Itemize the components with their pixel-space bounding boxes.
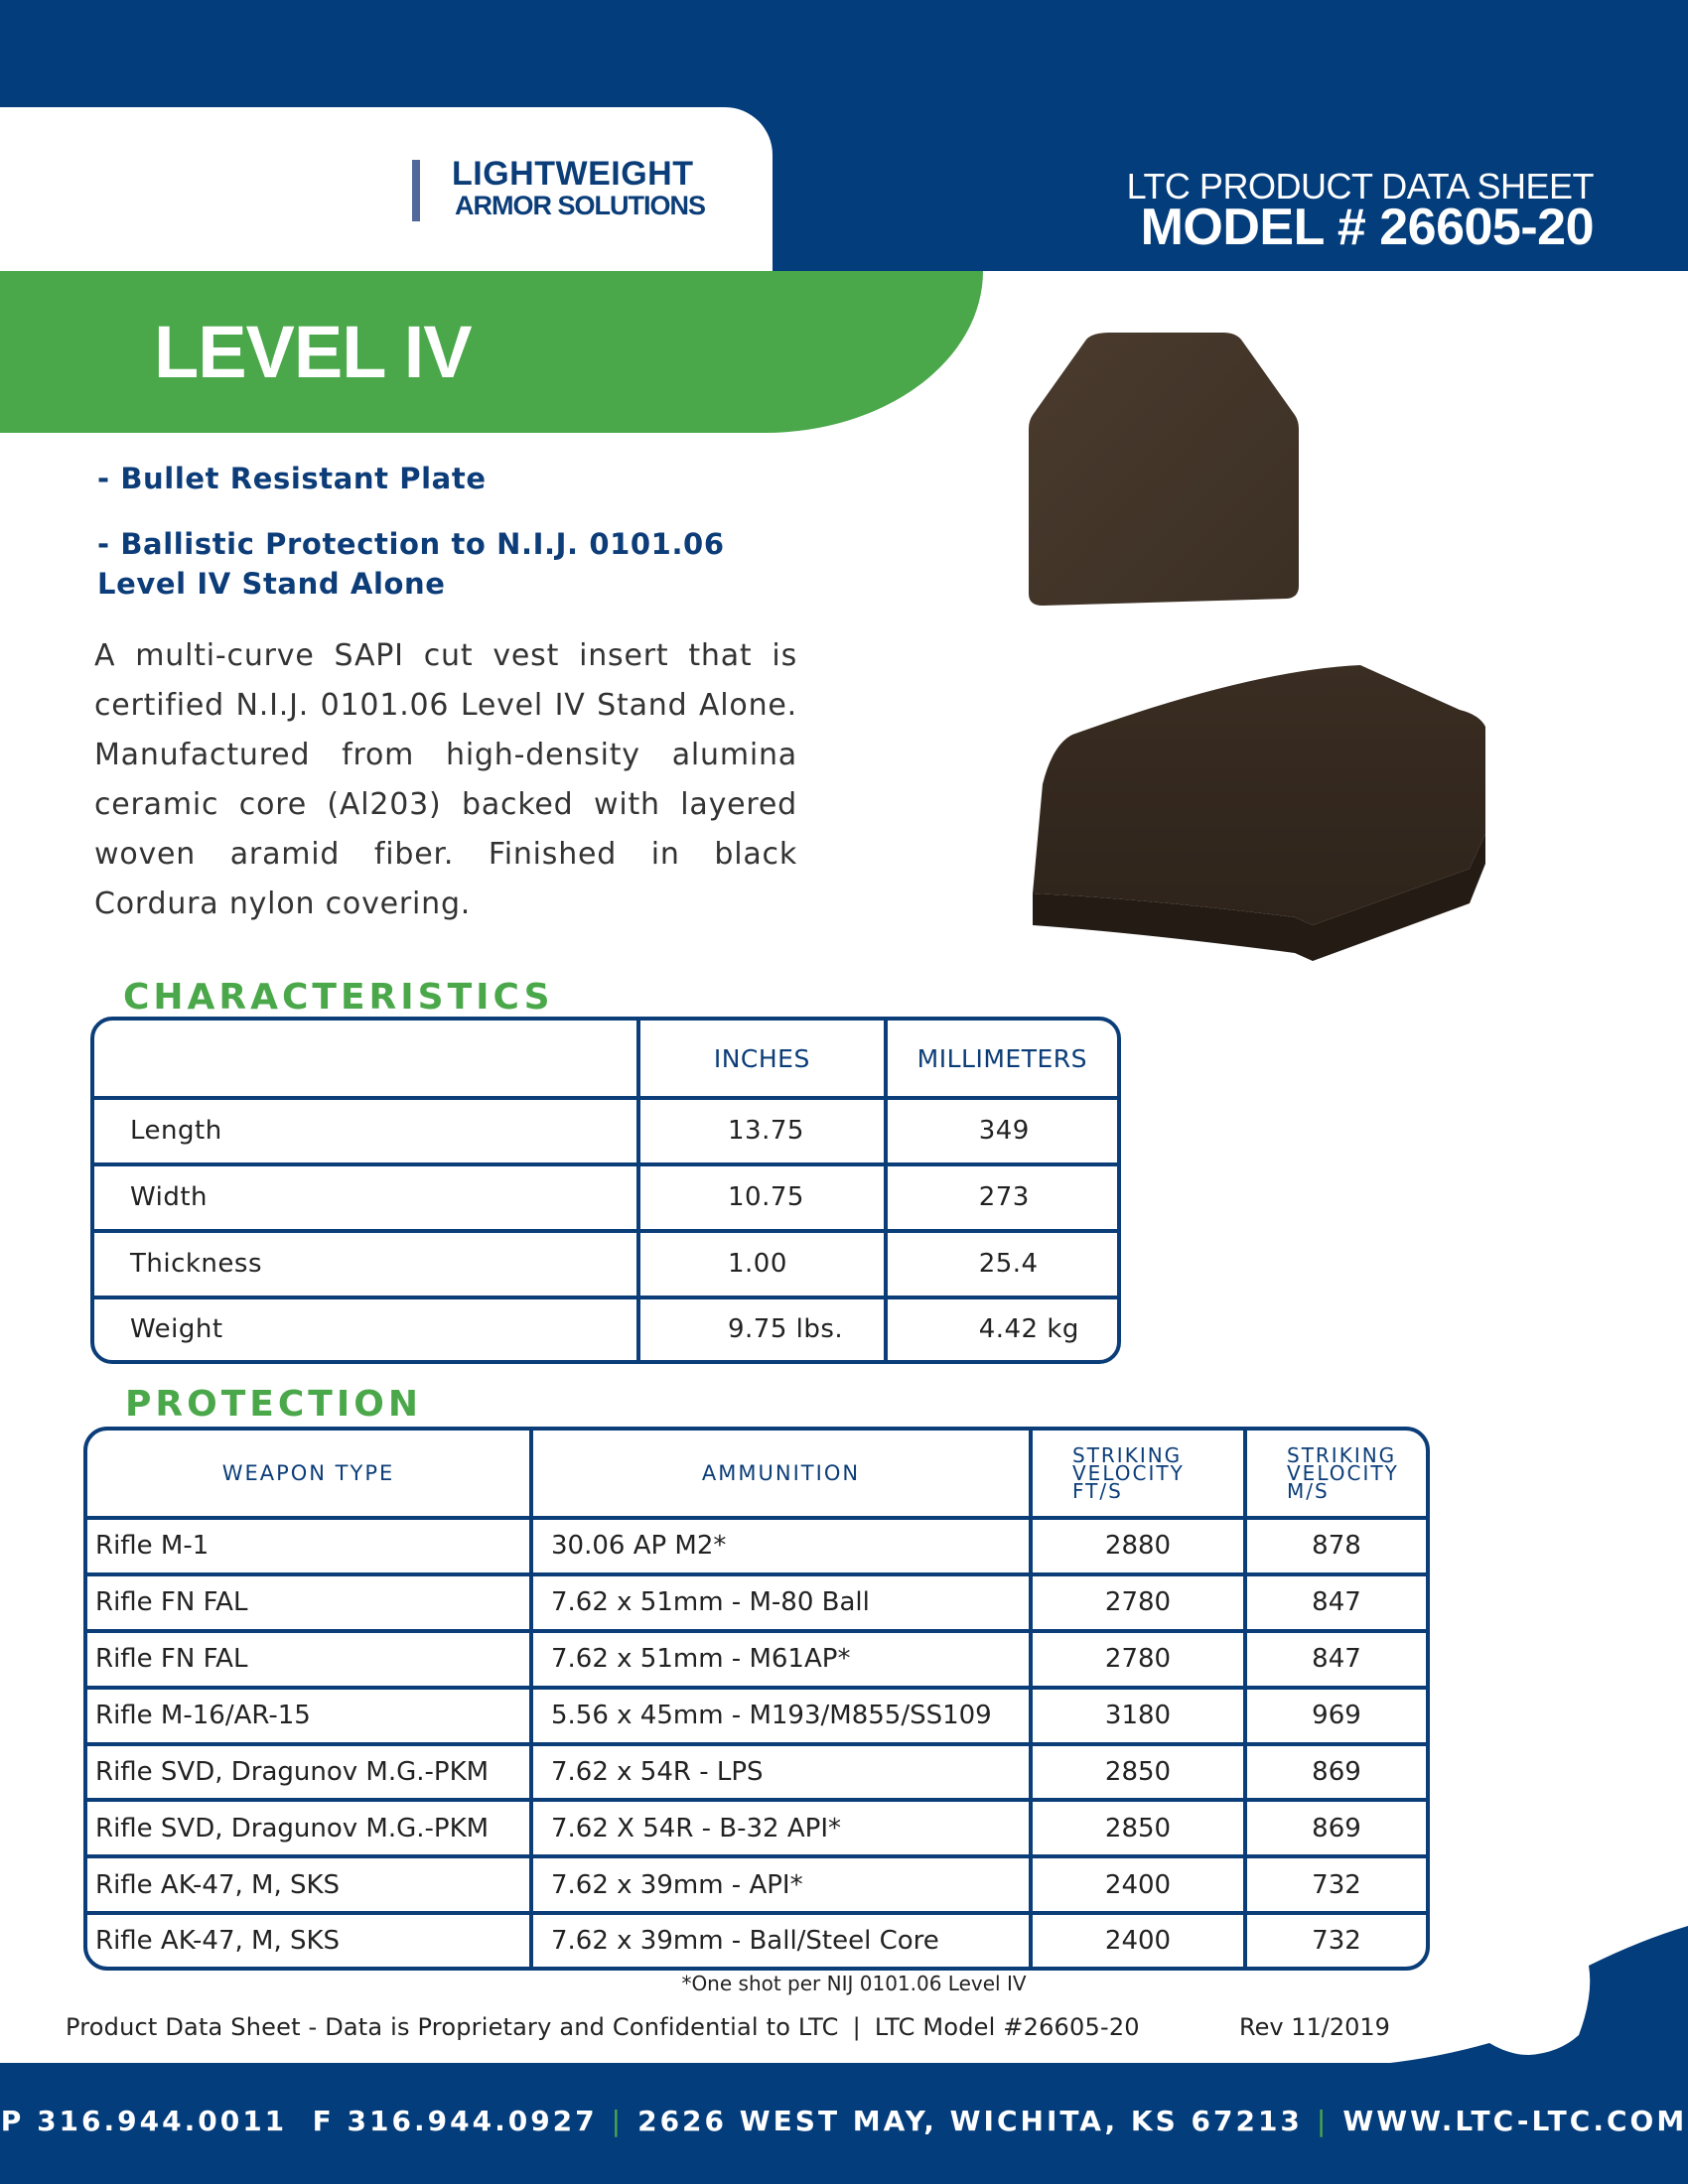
velocity-fts: 2780	[1031, 1574, 1245, 1631]
velocity-ms: 732	[1245, 1856, 1426, 1913]
velocity-ms: 878	[1245, 1518, 1426, 1574]
velocity-fts: 2850	[1031, 1744, 1245, 1801]
value-inches: 10.75	[638, 1164, 886, 1231]
header-line: STRIKING	[1287, 1443, 1397, 1467]
characteristics-table	[90, 1017, 1121, 1364]
table-footnote: *One shot per NIJ 0101.06 Level IV	[681, 1972, 1027, 1995]
ammunition: 7.62 x 39mm - Ball/Steel Core	[531, 1913, 1031, 1967]
column-header-velocity-ms	[1245, 1431, 1426, 1518]
column-header-label	[94, 1021, 638, 1098]
sheet-title: LTC PRODUCT DATA SHEET	[1126, 166, 1594, 206]
header-line: VELOCITY	[1072, 1461, 1185, 1485]
header-line: FT/S	[1072, 1479, 1123, 1503]
feature-bullet: - Bullet Resistant Plate	[97, 462, 487, 495]
protection-table	[83, 1427, 1430, 1971]
ammunition: 7.62 x 51mm - M-80 Ball	[531, 1574, 1031, 1631]
level-band	[0, 271, 983, 433]
velocity-ms: 869	[1245, 1800, 1426, 1856]
value-mm: 273	[886, 1164, 1117, 1231]
ammunition: 7.62 x 54R - LPS	[531, 1744, 1031, 1801]
confidentiality-notice: Product Data Sheet - Data is Proprietary and Confidential to LTC	[66, 2013, 839, 2041]
table-row	[87, 1913, 1426, 1967]
table-row	[87, 1518, 1426, 1574]
row-label: Length	[94, 1098, 638, 1164]
protection-level-title: LEVEL IV	[154, 311, 472, 393]
velocity-fts: 2880	[1031, 1518, 1245, 1574]
velocity-ms: 847	[1245, 1631, 1426, 1688]
weapon-type: Rifle AK-47, M, SKS	[87, 1856, 531, 1913]
weapon-type: Rifle SVD, Dragunov M.G.-PKM	[87, 1744, 531, 1801]
weapon-type: Rifle SVD, Dragunov M.G.-PKM	[87, 1800, 531, 1856]
value-mm: 4.42 kg	[886, 1297, 1117, 1360]
velocity-ms: 847	[1245, 1574, 1426, 1631]
address: 2626 WEST MAY, WICHITA, KS 67213	[637, 2105, 1303, 2137]
velocity-fts: 2400	[1031, 1856, 1245, 1913]
weapon-type: Rifle M-1	[87, 1518, 531, 1574]
velocity-ms: 969	[1245, 1688, 1426, 1744]
feature-bullet: - Ballistic Protection to N.I.J. 0101.06 Level IV Stand Alone	[97, 527, 725, 601]
characteristics-heading: CHARACTERISTICS	[123, 977, 554, 1018]
separator: |	[1316, 2105, 1330, 2137]
row-label: Width	[94, 1164, 638, 1231]
logo-text-primary: LIGHTWEIGHT	[452, 155, 694, 193]
website-link[interactable]: WWW.LTC-LTC.COM	[1342, 2105, 1688, 2137]
table-row	[87, 1744, 1426, 1801]
value-inches: 1.00	[638, 1231, 886, 1297]
logo-divider	[412, 160, 420, 221]
table-row	[87, 1688, 1426, 1744]
velocity-ms: 732	[1245, 1913, 1426, 1967]
column-header-millimeters: MILLIMETERS	[886, 1021, 1117, 1098]
ammunition: 7.62 x 51mm - M61AP*	[531, 1631, 1031, 1688]
velocity-ms: 869	[1245, 1744, 1426, 1801]
weapon-type: Rifle FN FAL	[87, 1574, 531, 1631]
model-number: MODEL # 26605-20	[1140, 199, 1594, 256]
product-description: A multi-curve SAPI cut vest insert that is certified N.I.J. 0101.06 Level IV Stand Alone. Manufactured from high-density alumina ceramic core (Al203) backed with layered woven aramid fiber. Finished in black Cordura nylon covering.	[94, 638, 797, 921]
value-inches: 9.75 lbs.	[638, 1297, 886, 1360]
protection-heading: PROTECTION	[125, 1384, 422, 1425]
column-header-velocity-fts	[1031, 1431, 1245, 1518]
column-header-inches: INCHES	[638, 1021, 886, 1098]
header-line: STRIKING	[1072, 1443, 1183, 1467]
table-row	[94, 1297, 1117, 1360]
table-row	[94, 1231, 1117, 1297]
table-row	[87, 1574, 1426, 1631]
weapon-type: Rifle AK-47, M, SKS	[87, 1913, 531, 1967]
contact-bar	[0, 2105, 1688, 2137]
velocity-fts: 2850	[1031, 1800, 1245, 1856]
column-header-ammunition: AMMUNITION	[531, 1431, 1031, 1518]
table-row	[94, 1164, 1117, 1231]
row-label: Weight	[94, 1297, 638, 1360]
value-inches: 13.75	[638, 1098, 886, 1164]
table-row	[87, 1631, 1426, 1688]
product-image	[1003, 318, 1589, 1013]
weapon-type: Rifle FN FAL	[87, 1631, 531, 1688]
table-header-row	[87, 1431, 1426, 1518]
logo-text-secondary: ARMOR SOLUTIONS	[455, 191, 705, 220]
header-line: M/S	[1287, 1479, 1330, 1503]
separator: |	[611, 2105, 625, 2137]
table-row	[87, 1856, 1426, 1913]
row-label: Thickness	[94, 1231, 638, 1297]
weapon-type: Rifle M-16/AR-15	[87, 1688, 531, 1744]
velocity-fts: 2780	[1031, 1631, 1245, 1688]
velocity-fts: 2400	[1031, 1913, 1245, 1967]
footer-model: LTC Model #26605-20	[874, 2013, 1140, 2041]
decorative-wave	[1370, 1926, 1688, 2085]
table-header-row	[94, 1021, 1117, 1098]
revision-date: Rev 11/2019	[1239, 2013, 1390, 2041]
separator: |	[852, 2013, 861, 2041]
ammunition: 7.62 x 39mm - API*	[531, 1856, 1031, 1913]
ammunition: 30.06 AP M2*	[531, 1518, 1031, 1574]
velocity-fts: 3180	[1031, 1688, 1245, 1744]
table-row	[94, 1098, 1117, 1164]
ammunition: 7.62 X 54R - B-32 API*	[531, 1800, 1031, 1856]
phone-number: P 316.944.0011	[0, 2105, 288, 2137]
value-mm: 25.4	[886, 1231, 1117, 1297]
fax-number: F 316.944.0927	[312, 2105, 598, 2137]
column-header-weapon: WEAPON TYPE	[87, 1431, 531, 1518]
ammunition: 5.56 x 45mm - M193/M855/SS109	[531, 1688, 1031, 1744]
table-row	[87, 1800, 1426, 1856]
header-line: VELOCITY	[1287, 1461, 1399, 1485]
value-mm: 349	[886, 1098, 1117, 1164]
footer-notice	[66, 2013, 1140, 2041]
